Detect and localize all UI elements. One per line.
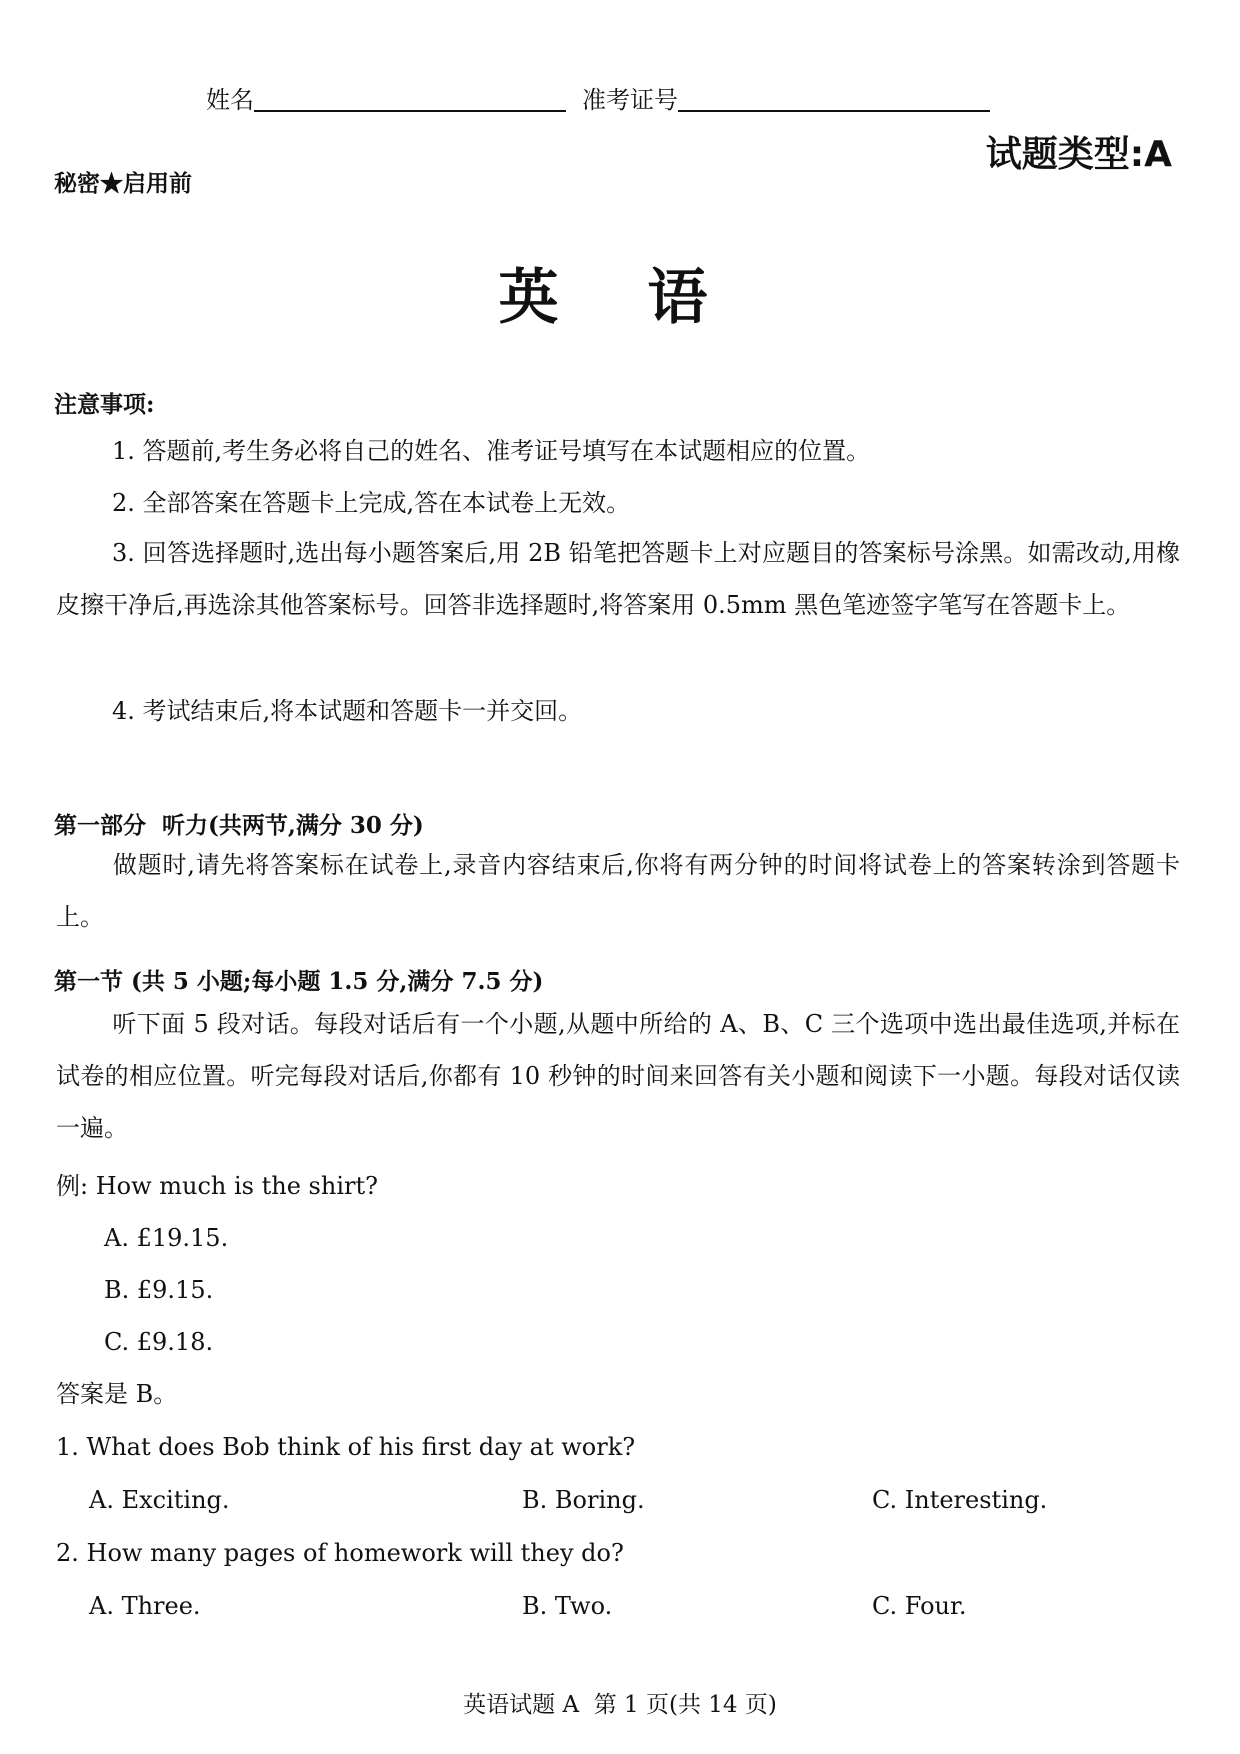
part1-heading: 第一部分 听力(共两节,满分 30 分) [54, 812, 424, 839]
notice-item-3 [56, 527, 1180, 631]
notice-item-2: 2. 全部答案在答题卡上完成,答在本试卷上无效。 [112, 489, 631, 517]
example-answer: 答案是 B。 [56, 1380, 178, 1408]
notice-item-4: 4. 考试结束后,将本试题和答题卡一并交回。 [112, 697, 583, 725]
name-field [206, 88, 566, 112]
example-option-b: B. £9.15. [104, 1276, 214, 1304]
name-label: 姓名 [206, 86, 254, 114]
secret-label: 秘密★启用前 [54, 170, 192, 197]
example-option-c: C. £9.18. [104, 1328, 214, 1356]
paper-type: 试题类型:A [985, 134, 1172, 175]
notice-heading: 注意事项: [54, 391, 155, 418]
page-title: 英 语 [498, 263, 742, 333]
notice-item-3-text: 3. 回答选择题时,选出每小题答案后,用 2B 铅笔把答题卡上对应题目的答案标号涂黑。如需改动,用橡皮擦干净后,再选涂其他答案标号。回答非选择题时,将答案用 0.5mm 黑色笔迹签字笔写在答题卡上。 [56, 539, 1180, 619]
question-1: 1. What does Bob think of his first day at work? [56, 1433, 636, 1461]
section1-intro [56, 998, 1180, 1154]
question-2-option-c[interactable]: C. Four. [872, 1592, 967, 1620]
question-1-option-c[interactable]: C. Interesting. [872, 1486, 1048, 1514]
exam-id-label: 准考证号 [582, 86, 678, 114]
page-footer: 英语试题 A 第 1 页(共 14 页) [463, 1692, 777, 1718]
section1-intro-text: 听下面 5 段对话。每段对话后有一个小题,从题中所给的 A、B、C 三个选项中选出最佳选项,并标在试卷的相应位置。听完每段对话后,你都有 10 秒钟的时间来回答有关小题和阅读下一小题。每段对话仅读一遍。 [56, 1010, 1180, 1142]
question-2: 2. How many pages of homework will they do? [56, 1539, 624, 1567]
example-option-a: A. £19.15. [104, 1224, 229, 1252]
section1-heading: 第一节 (共 5 小题;每小题 1.5 分,满分 7.5 分) [54, 968, 544, 995]
question-2-option-b[interactable]: B. Two. [522, 1592, 613, 1620]
exam-id-field [582, 88, 990, 112]
question-1-option-a[interactable]: A. Exciting. [89, 1486, 230, 1514]
part1-intro [56, 839, 1180, 943]
example-question: 例: How much is the shirt? [56, 1172, 378, 1200]
notice-item-1: 1. 答题前,考生务必将自己的姓名、准考证号填写在本试题相应的位置。 [112, 437, 871, 465]
exam-id-blank-line[interactable] [678, 88, 990, 112]
question-2-option-a[interactable]: A. Three. [89, 1592, 201, 1620]
name-blank-line[interactable] [254, 88, 566, 112]
part1-intro-text: 做题时,请先将答案标在试卷上,录音内容结束后,你将有两分钟的时间将试卷上的答案转涂到答题卡上。 [56, 851, 1180, 931]
question-1-option-b[interactable]: B. Boring. [522, 1486, 645, 1514]
